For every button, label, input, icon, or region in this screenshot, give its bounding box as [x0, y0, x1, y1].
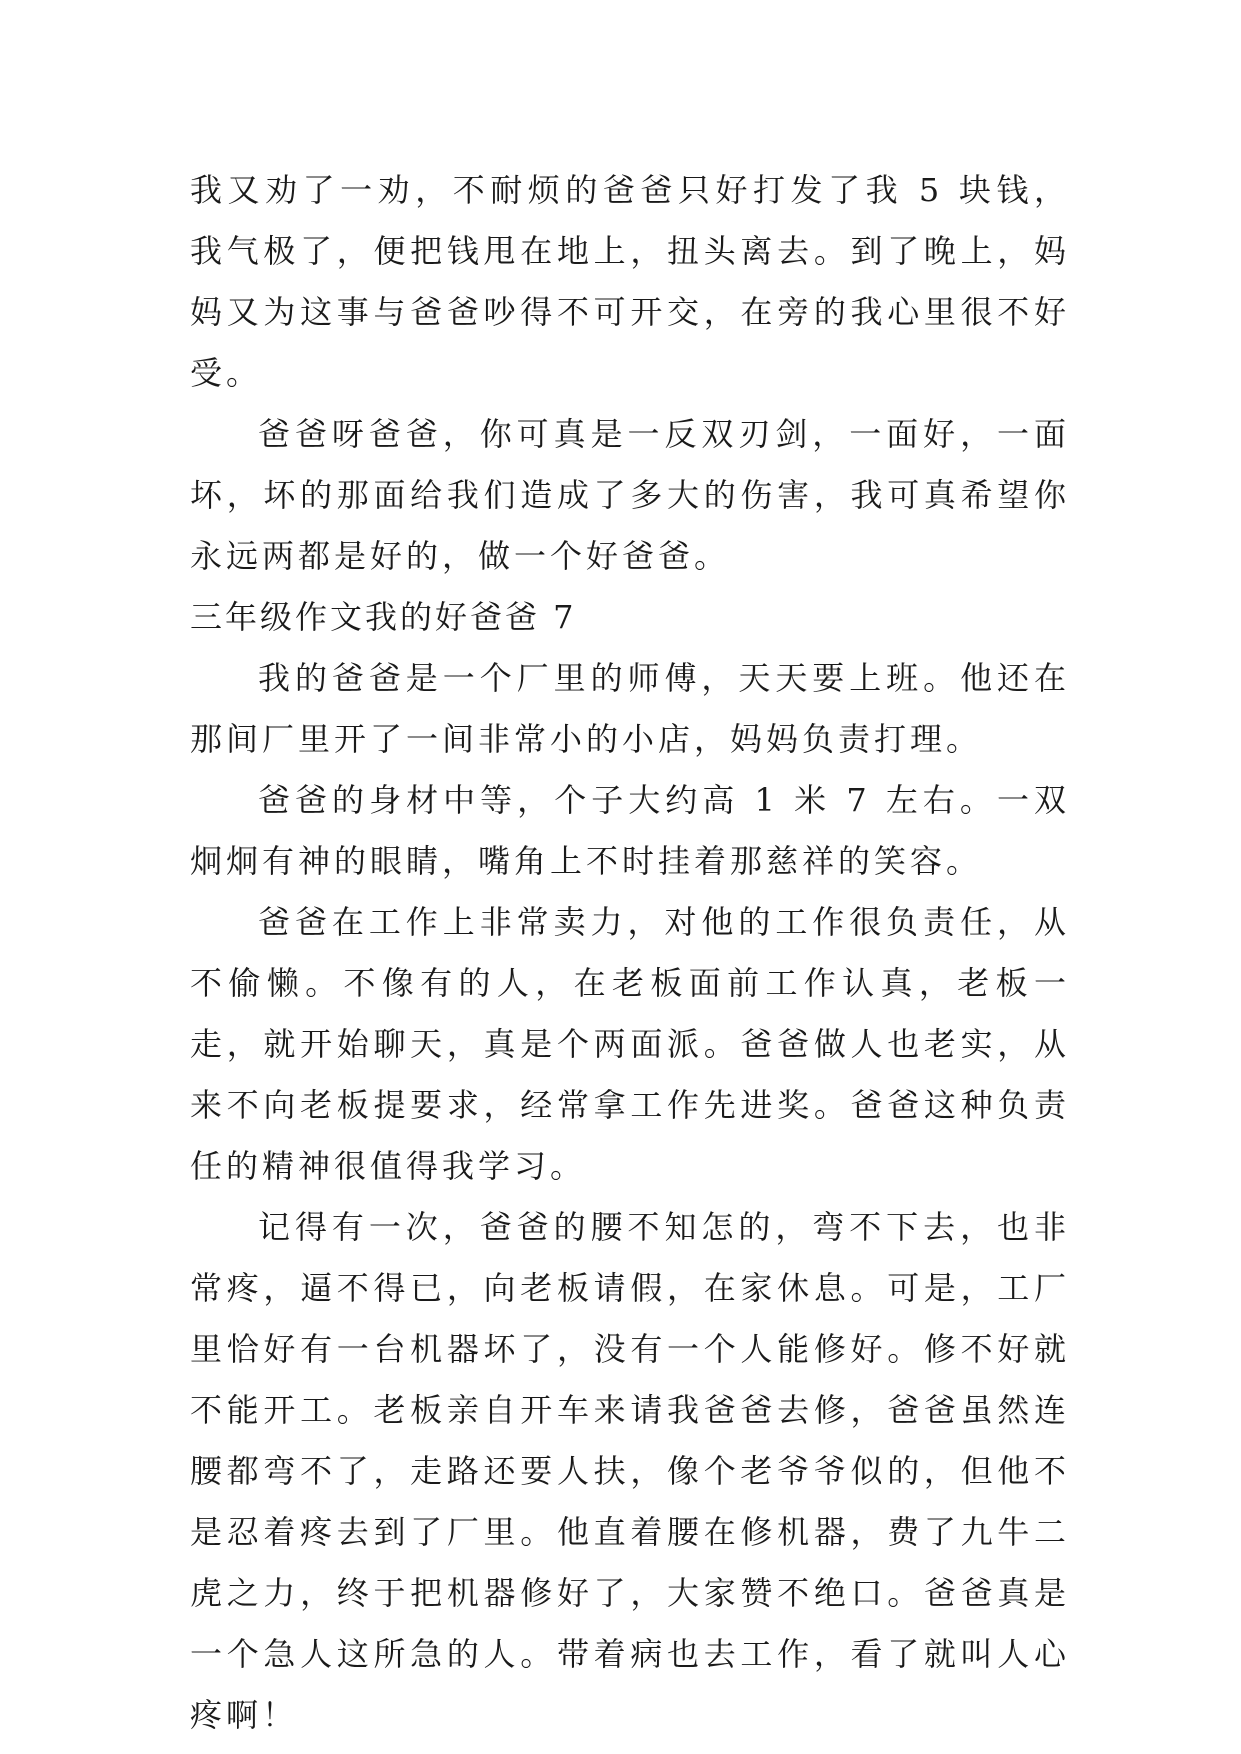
paragraph: 我又劝了一劝，不耐烦的爸爸只好打发了我 5 块钱，我气极了，便把钱甩在地上，扭头离去。到了晚上，妈妈又为这事与爸爸吵得不可开交，在旁的我心里很不好受。: [190, 171, 1070, 392]
paragraph: 爸爸呀爸爸，你可真是一反双刃剑，一面好，一面坏，坏的那面给我们造成了多大的伤害，我可真希望你永远两都是好的，做一个好爸爸。: [190, 415, 1070, 575]
paragraph: 爸爸的身材中等，个子大约高 1 米 7 左右。一双炯炯有神的眼睛，嘴角上不时挂着那慈祥的笑容。: [190, 781, 1070, 880]
paragraph: 我的爸爸是一个厂里的师傅，天天要上班。他还在那间厂里开了一间非常小的小店，妈妈负责打理。: [190, 659, 1070, 758]
document-body: [190, 160, 1070, 1746]
section-heading: 三年级作文我的好爸爸 7: [190, 598, 577, 636]
paragraph: 记得有一次，爸爸的腰不知怎的，弯不下去，也非常疼，逼不得已，向老板请假，在家休息。可是，工厂里恰好有一台机器坏了，没有一个人能修好。修不好就不能开工。老板亲自开车来请我爸爸去修，爸爸虽然连腰都弯不了，走路还要人扶，像个老爷爷似的，但他不是忍着疼去到了厂里。他直着腰在修机器，费了九牛二虎之力，终于把机器修好了，大家赞不绝口。爸爸真是一个急人这所急的人。带着病也去工作，看了就叫人心疼啊！: [190, 1208, 1070, 1734]
paragraph: 爸爸在工作上非常卖力，对他的工作很负责任，从不偷懒。不像有的人，在老板面前工作认真，老板一走，就开始聊天，真是个两面派。爸爸做人也老实，从来不向老板提要求，经常拿工作先进奖。爸爸这种负责任的精神很值得我学习。: [190, 903, 1070, 1185]
